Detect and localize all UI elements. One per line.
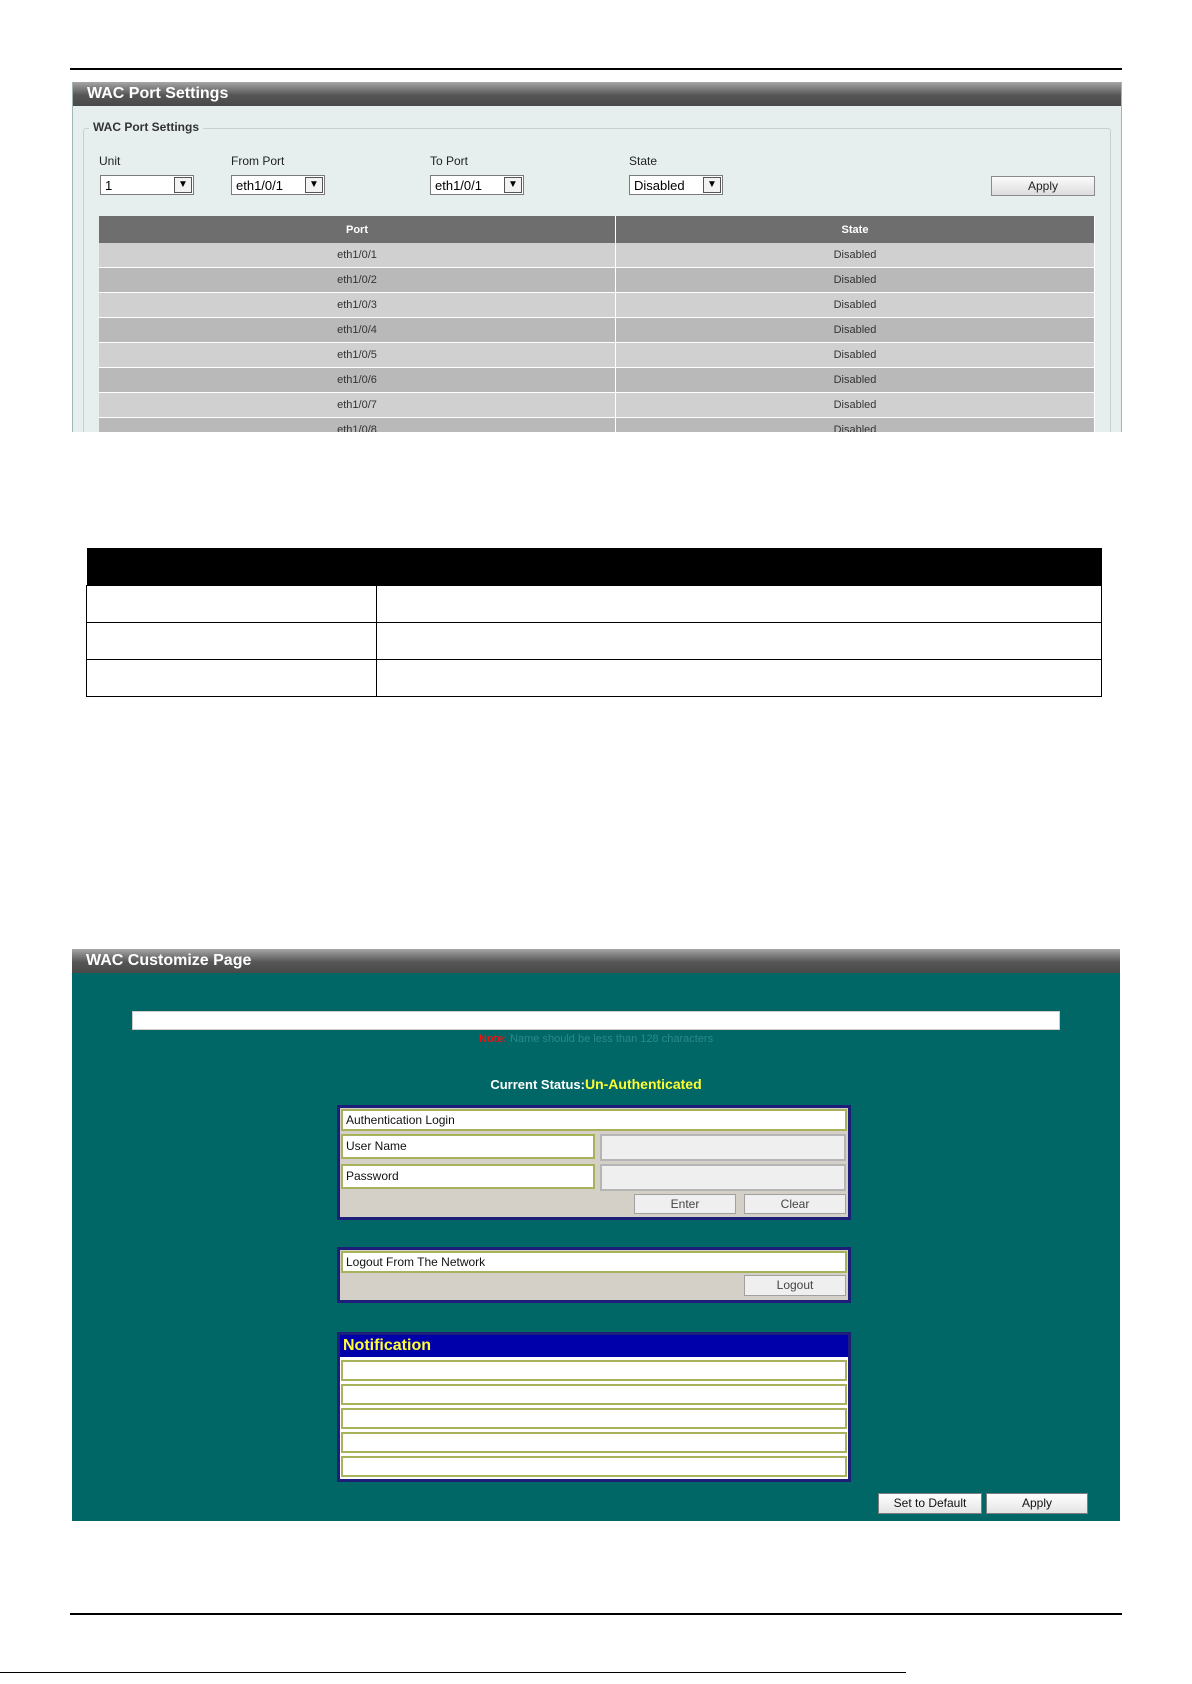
- to-port-label: To Port: [430, 154, 469, 168]
- from-port-label: From Port: [231, 154, 285, 168]
- username-input[interactable]: [600, 1134, 846, 1161]
- state-cell: Disabled: [616, 293, 1095, 318]
- table-row: [99, 243, 1095, 268]
- state-cell: Disabled: [616, 393, 1095, 418]
- chevron-down-icon[interactable]: ▼: [305, 177, 323, 193]
- table-row: [99, 368, 1095, 393]
- port-cell: eth1/0/1: [99, 243, 616, 268]
- clear-button[interactable]: Clear: [744, 1194, 846, 1214]
- table-row: [87, 586, 1102, 623]
- authentication-login-box: [337, 1105, 851, 1220]
- table-row: [99, 393, 1095, 418]
- name-length-note: [72, 1033, 1120, 1045]
- state-cell: Disabled: [616, 243, 1095, 268]
- notification-row[interactable]: [341, 1432, 847, 1453]
- state-select[interactable]: [629, 175, 723, 195]
- notification-row[interactable]: [341, 1360, 847, 1381]
- state-label: State: [629, 154, 658, 168]
- table-row: [99, 318, 1095, 343]
- notification-row[interactable]: [341, 1456, 847, 1477]
- table-row: [87, 660, 1102, 697]
- state-cell: Disabled: [616, 268, 1095, 293]
- port-cell: eth1/0/6: [99, 368, 616, 393]
- port-cell: eth1/0/3: [99, 293, 616, 318]
- description-cell: [377, 586, 1102, 623]
- logout-box: [337, 1247, 851, 1303]
- state-cell: Disabled: [616, 368, 1095, 393]
- to-port-select[interactable]: [430, 175, 524, 195]
- note-label: Note:: [478, 1033, 508, 1045]
- panel-title: WAC Port Settings: [73, 82, 1121, 106]
- table-header-row: [99, 216, 1095, 243]
- table-row: [99, 268, 1095, 293]
- unit-label: Unit: [99, 154, 121, 168]
- password-input[interactable]: [600, 1164, 846, 1191]
- fieldset-legend: WAC Port Settings: [89, 120, 203, 134]
- state-select-value: Disabled: [634, 178, 685, 193]
- apply-button[interactable]: Apply: [986, 1493, 1088, 1514]
- note-text: Name should be less than 128 characters: [510, 1033, 714, 1045]
- header-rule: [70, 68, 1122, 70]
- state-cell: Disabled: [616, 318, 1095, 343]
- notification-row[interactable]: [341, 1384, 847, 1405]
- table-row: [99, 343, 1095, 368]
- unit-select[interactable]: [100, 175, 194, 195]
- description-cell: [377, 660, 1102, 697]
- chevron-down-icon[interactable]: ▼: [703, 177, 721, 193]
- port-cell: eth1/0/7: [99, 393, 616, 418]
- table-row: [87, 623, 1102, 660]
- notification-box: [337, 1332, 851, 1482]
- status-label: Current Status:: [490, 1077, 585, 1092]
- port-cell: eth1/0/4: [99, 318, 616, 343]
- current-status: [72, 1076, 1120, 1092]
- chevron-down-icon[interactable]: ▼: [174, 177, 192, 193]
- parameter-cell: [87, 586, 377, 623]
- parameter-table-header: [87, 548, 1102, 586]
- from-port-select[interactable]: [231, 175, 325, 195]
- notification-title[interactable]: Notification: [340, 1335, 848, 1357]
- notification-row[interactable]: [341, 1408, 847, 1429]
- unit-select-value: 1: [105, 178, 113, 193]
- parameter-cell: [87, 660, 377, 697]
- port-cell: eth1/0/8: [99, 418, 616, 433]
- table-row: [99, 418, 1095, 433]
- set-to-default-button[interactable]: Set to Default: [878, 1493, 982, 1514]
- logout-title[interactable]: Logout From The Network: [341, 1251, 847, 1273]
- chevron-down-icon[interactable]: ▼: [504, 177, 522, 193]
- parameter-cell: [87, 623, 377, 660]
- enter-button[interactable]: Enter: [634, 1194, 736, 1214]
- parameter-table: [86, 548, 1102, 697]
- footer-rule-secondary: [0, 1672, 906, 1673]
- password-label[interactable]: Password: [341, 1164, 595, 1189]
- table-row: [99, 293, 1095, 318]
- wac-customize-page-panel: [72, 949, 1120, 1521]
- description-header-cell: [377, 548, 1102, 586]
- parameter-header-cell: [87, 548, 377, 586]
- username-label[interactable]: User Name: [341, 1134, 595, 1159]
- logout-button[interactable]: Logout: [744, 1275, 846, 1296]
- state-cell: Disabled: [616, 418, 1095, 433]
- to-port-select-value: eth1/0/1: [435, 178, 482, 193]
- port-cell: eth1/0/5: [99, 343, 616, 368]
- status-value: Un-Authenticated: [584, 1076, 702, 1092]
- apply-button[interactable]: Apply: [991, 176, 1095, 196]
- description-cell: [377, 623, 1102, 660]
- page-name-input[interactable]: [132, 1011, 1060, 1030]
- footer-rule: [70, 1613, 1122, 1615]
- port-column-header: Port: [99, 216, 616, 243]
- port-cell: eth1/0/2: [99, 268, 616, 293]
- state-column-header: State: [616, 216, 1095, 243]
- wac-port-settings-panel: [72, 82, 1122, 432]
- state-cell: Disabled: [616, 343, 1095, 368]
- panel-title: WAC Customize Page: [72, 949, 1120, 973]
- login-title[interactable]: Authentication Login: [341, 1109, 847, 1131]
- port-state-table: [99, 216, 1095, 432]
- from-port-select-value: eth1/0/1: [236, 178, 283, 193]
